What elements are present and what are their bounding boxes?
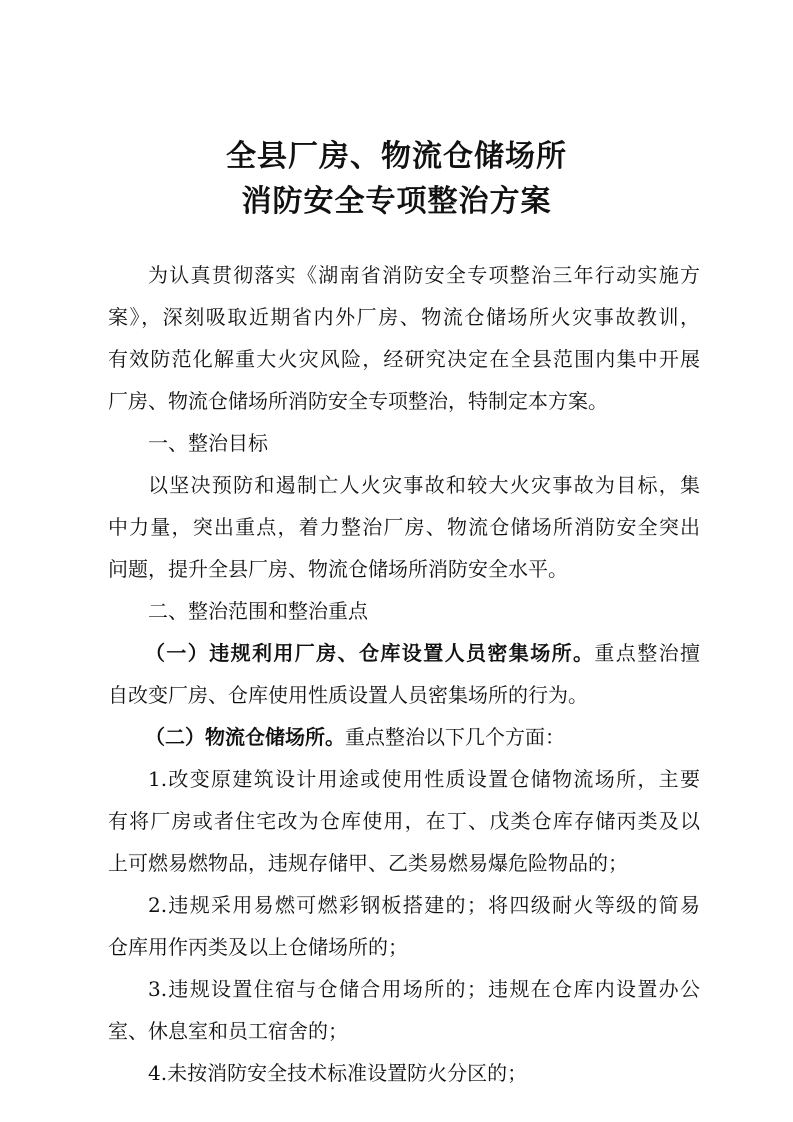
section-1-line-3: 问题，提升全县厂房、物流仓储场所消防安全水平。: [108, 557, 568, 581]
point-3-line-1: 3.违规设置住宿与仓储合用场所的；违规在仓库内设置办公: [148, 977, 700, 1001]
point-4-line-1: 4.未按消防安全技术标准设置防火分区的；: [148, 1061, 528, 1085]
item-2-text: 重点整治以下几个方面：: [345, 725, 565, 749]
document-title-line-1: 全县厂房、物流仓储场所: [226, 139, 567, 174]
point-1-line-1: 1.改变原建筑设计用途或使用性质设置仓储物流场所，主要: [148, 767, 700, 791]
point-1-line-3: 上可燃易燃物品，违规存储甲、乙类易燃易爆危险物品的；: [108, 851, 628, 875]
item-1-line-2: 自改变厂房、仓库使用性质设置人员密集场所的行为。: [108, 683, 588, 707]
document-title-line-2: 消防安全专项整治方案: [241, 184, 552, 219]
section-1-heading: 一、整治目标: [148, 431, 268, 455]
item-1-title: （一）违规利用厂房、仓库设置人员密集场所。: [145, 641, 595, 665]
section-1-line-2: 中力量，突出重点，着力整治厂房、物流仓储场所消防安全突出: [108, 515, 700, 539]
point-2-line-2: 仓库用作丙类及以上仓储场所的；: [108, 935, 408, 959]
point-2-line-1: 2.违规采用易燃可燃彩钢板搭建的；将四级耐火等级的简易: [148, 893, 700, 917]
section-1-line-1: 以坚决预防和遏制亡人火灾事故和较大火灾事故为目标，集: [148, 473, 700, 497]
item-1-text: 重点整治擅: [594, 641, 701, 665]
point-1-line-2: 有将厂房或者住宅改为仓库使用，在丁、戊类仓库存储丙类及以: [108, 809, 700, 833]
intro-line-2: 案》，深刻吸取近期省内外厂房、物流仓储场所火灾事故教训，: [108, 305, 700, 329]
section-2-heading: 二、整治范围和整治重点: [148, 599, 368, 623]
point-3-line-2: 室、休息室和员工宿舍的；: [108, 1019, 348, 1043]
intro-line-4: 厂房、物流仓储场所消防安全专项整治，特制定本方案。: [108, 389, 608, 413]
item-2-title: （二）物流仓储场所。: [145, 725, 345, 749]
intro-line-3: 有效防范化解重大火灾风险，经研究决定在全县范围内集中开展: [108, 347, 700, 371]
item-2-line-1: [145, 716, 700, 758]
intro-line-1: 为认真贯彻落实《湖南省消防安全专项整治三年行动实施方: [148, 263, 700, 287]
item-1-line-1: [145, 632, 700, 674]
